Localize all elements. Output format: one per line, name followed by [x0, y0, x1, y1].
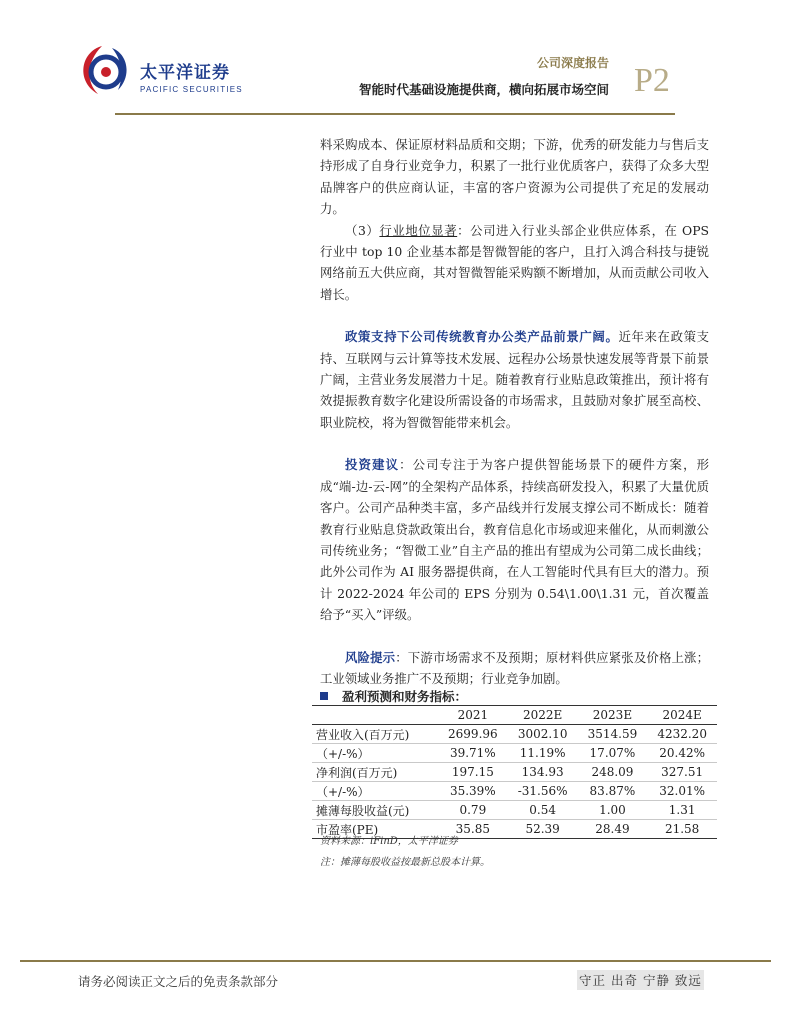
value-cell: 28.49	[578, 820, 648, 839]
pacific-securities-logo-icon	[72, 42, 136, 98]
value-cell: 1.31	[647, 801, 717, 820]
value-cell: 35.85	[438, 820, 508, 839]
table-source: 资料来源：iFinD，太平洋证券	[320, 836, 458, 847]
value-cell: 0.79	[438, 801, 508, 820]
table-header-cell: 2021	[438, 706, 508, 725]
table-header-cell: 2023E	[578, 706, 648, 725]
row-label-cell: 市盈率(PE)	[312, 820, 438, 839]
row-label-cell: 净利润(百万元)	[312, 763, 438, 782]
page-number: P2	[634, 62, 670, 99]
industry-position-label: 行业地位显著	[379, 222, 458, 238]
disclaimer-text: 请务必阅读正文之后的免责条款部分	[78, 974, 279, 989]
table-header-cell: 2022E	[508, 706, 578, 725]
brand	[140, 58, 243, 94]
paragraph-policy	[320, 326, 709, 433]
company-motto: 守正 出奇 宁静 致远	[577, 970, 704, 990]
report-body	[320, 134, 709, 689]
value-cell: 3514.59	[578, 725, 648, 744]
value-cell: 20.42%	[647, 744, 717, 763]
risk-label: 风险提示	[345, 649, 396, 665]
value-cell: 52.39	[508, 820, 578, 839]
value-cell: 248.09	[578, 763, 648, 782]
row-label-cell: （+/-%）	[312, 782, 438, 801]
policy-label: 政策支持下公司传统教育办公类产品前景广阔。	[345, 329, 619, 345]
risk-text: ：下游市场需求不及预期；原材料供应紧张及价格上涨；工业领域业务推广不及预期；行业竞争加剧。	[320, 649, 710, 686]
value-cell: 35.39%	[438, 782, 508, 801]
brand-name-en: PACIFIC SECURITIES	[140, 85, 243, 94]
investment-label: 投资建议	[345, 457, 400, 473]
value-cell: 83.87%	[578, 782, 648, 801]
investment-text: ：公司专注于为客户提供智能场景下的硬件方案，形成“端-边-云-网”的全架构产品体系，持续高研发投入，积累了大量优质客户。公司产品种类丰富，多产品线并行发展支撑公司不断成长：随着教育行业贴息贷款政策出台，教育信息化市场或迎来催化，从而刺激公司传统业务；“智微工业”自主产品的推出有望成为公司第二成长曲线；此外公司作为 AI 服务器提供商，在人工智能时代具有巨大的潜力。预计 2022-2024 年公司的 EPS 分别为 0.54\1.00\1.31 元，首次覆盖给予“买入”评级。	[320, 457, 709, 623]
report-type: 公司深度报告	[536, 56, 609, 70]
table-title	[320, 687, 467, 705]
value-cell: 327.51	[647, 763, 717, 782]
paragraph-industry-position	[320, 220, 709, 306]
paragraph-prefix: （3）	[345, 222, 380, 238]
table-row	[312, 725, 717, 744]
value-cell: 1.00	[578, 801, 648, 820]
table-row	[312, 782, 717, 801]
value-cell: 197.15	[438, 763, 508, 782]
value-cell: 39.71%	[438, 744, 508, 763]
table-header-cell	[312, 706, 438, 725]
value-cell: 17.07%	[578, 744, 648, 763]
paragraph-investment	[320, 454, 709, 625]
value-cell: 134.93	[508, 763, 578, 782]
value-cell: -31.56%	[508, 782, 578, 801]
table-note: 注：摊薄每股收益按最新总股本计算。	[320, 857, 490, 868]
paragraph-supply-chain: 料采购成本、保证原材料品质和交期；下游，优秀的研发能力与售后支持形成了自身行业竞争力，积累了一批行业优质客户，获得了众多大型品牌客户的供应商认证，丰富的客户资源为公司提供了充足的发展动力。	[320, 137, 709, 217]
value-cell: 4232.20	[647, 725, 717, 744]
paragraph-risk	[320, 647, 709, 690]
row-label-cell: 摊薄每股收益(元)	[312, 801, 438, 820]
table-header-row	[312, 706, 717, 725]
header-divider	[115, 113, 675, 115]
table-row	[312, 744, 717, 763]
brand-name-cn: 太平洋证券	[140, 63, 230, 83]
table-row	[312, 763, 717, 782]
value-cell: 0.54	[508, 801, 578, 820]
square-bullet-icon	[320, 692, 328, 700]
report-subtitle: 智能时代基础设施提供商，横向拓展市场空间	[358, 82, 609, 97]
value-cell: 3002.10	[508, 725, 578, 744]
row-label-cell: （+/-%）	[312, 744, 438, 763]
row-label-cell: 营业收入(百万元)	[312, 725, 438, 744]
industry-position-text: ：公司进入行业头部企业供应体系，在 OPS 行业中 top 10 企业基本都是智微智能的客户，且打入鸿合科技与捷锐网络前五大供应商，其对智微智能采购额不断增加，从而贡献公司收入增长。	[320, 222, 710, 302]
footer-divider	[20, 960, 771, 962]
value-cell: 21.58	[647, 820, 717, 839]
table-row	[312, 801, 717, 820]
value-cell: 2699.96	[438, 725, 508, 744]
policy-text: 近年来在政策支持、互联网与云计算等技术发展、远程办公场景快速发展等背景下前景广阔，主营业务发展潜力十足。随着教育行业贴息政策推出，预计将有效提振教育数字化建设所需设备的市场需求，且鼓励对象扩展至高校、职业院校，将为智微智能带来机会。	[320, 329, 710, 430]
table-header-cell: 2024E	[647, 706, 717, 725]
table-title-text: 盈利预测和财务指标：	[342, 689, 468, 704]
value-cell: 32.01%	[647, 782, 717, 801]
value-cell: 11.19%	[508, 744, 578, 763]
financial-forecast-table	[312, 705, 717, 839]
